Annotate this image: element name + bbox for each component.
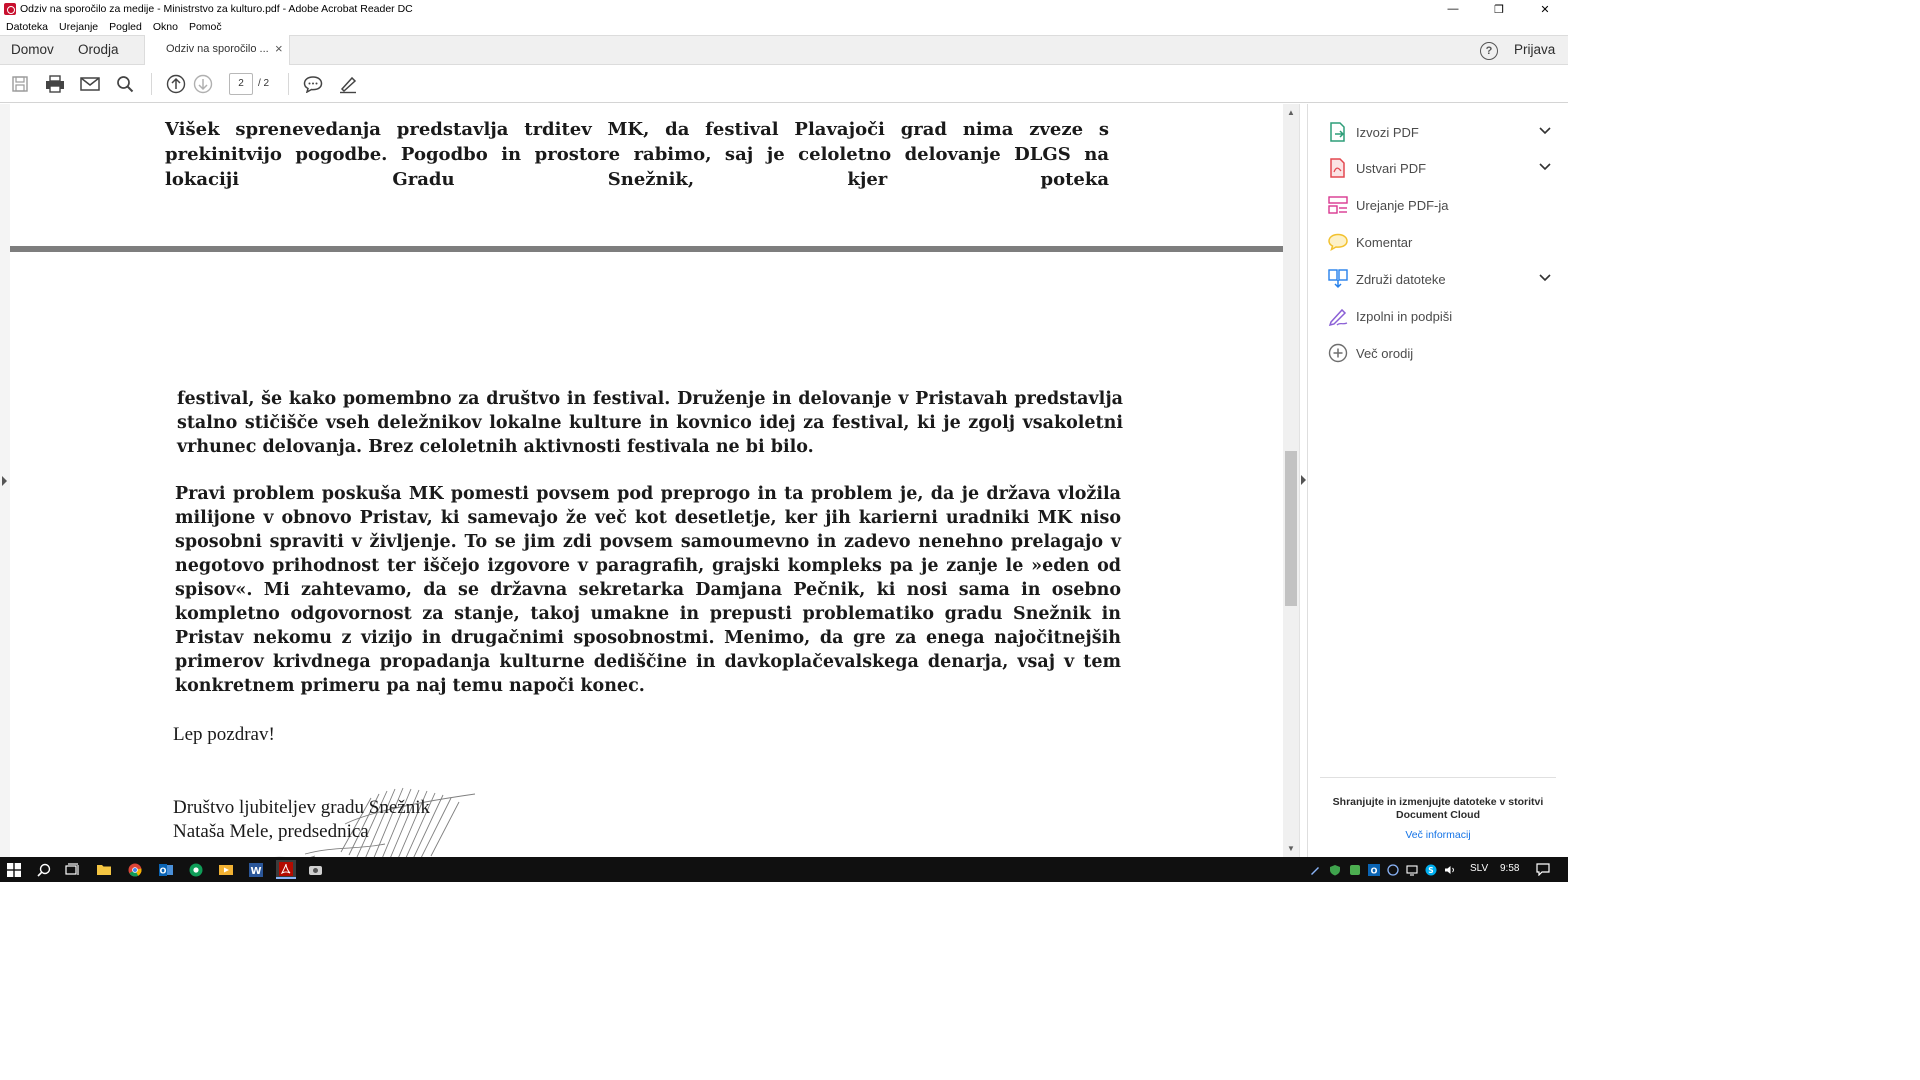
- search-icon[interactable]: [115, 74, 135, 94]
- windows-start-icon[interactable]: [4, 860, 24, 879]
- next-page-icon[interactable]: [193, 74, 213, 94]
- expand-left-icon[interactable]: [2, 476, 7, 486]
- page2-paragraph-2: Pravi problem poskuša MK pomesti povsem pod preprogo in ta problem je, da je država vložila milijone v obnovo Pristav, ki samevajo že več kot desetletje, ker jih karierni uradniki MK niso sposobni spraviti v življenje. To se jim zdi povsem samoumevno in zadevo nenehno prelagajo v negotovo prihodnost ter iščejo izgovore v paragrafih, grajski kompleks pa je zanje le »eden od spisov«. Mi zahtevamo, da se državna sekretarka Damjana Pečnik, ki nosi sama in osebno kompletno odgovornost za stanje, takoj umakne in prepusti problematiko gradu Snežnik in Pristav nekomu z vizijo in drugačnimi sposobnostmi. Menimo, da gre za enega najočitnejših primerov krivdnega propadanja kulturne dediščine in davkoplačevalskega denarja, vsaj v tem konkretnem primeru pa naj temu napoči konec.: [175, 484, 1121, 696]
- notification-center-icon[interactable]: [1533, 860, 1553, 879]
- tools-pane: [1307, 104, 1568, 857]
- acrobat-taskbar-icon[interactable]: [276, 860, 296, 879]
- document-cloud-promo: Shranjujte in izmenjujte datoteke v storitvi Document Cloud: [1332, 796, 1544, 821]
- svg-text:S: S: [1428, 865, 1434, 875]
- page-number-input[interactable]: 2: [229, 73, 253, 95]
- tool-combine-files[interactable]: [1328, 268, 1558, 290]
- tool-label: Izvozi PDF: [1356, 124, 1419, 140]
- menu-edit[interactable]: Urejanje: [59, 20, 99, 33]
- create-pdf-icon: [1328, 158, 1348, 178]
- page1-paragraph: Višek sprenevedanja predstavlja trditev MK, da festival Plavajoči grad nima zveze s prekinitvijo pogodbe. Pogodbo in prostore rabimo, saj je celoletno delovanje DLGS na lokaciji Gradu Snežnik, kjer poteka: [165, 119, 1109, 190]
- signin-button[interactable]: Prijava: [1514, 42, 1556, 57]
- export-pdf-icon: [1328, 122, 1348, 142]
- close-window-button[interactable]: ✕: [1540, 3, 1550, 16]
- svg-text:O: O: [159, 866, 167, 875]
- tool-label: Ustvari PDF: [1356, 160, 1427, 176]
- tray-cloud-icon[interactable]: [1386, 860, 1400, 879]
- close-tab-icon[interactable]: ×: [275, 41, 283, 56]
- tray-network-icon[interactable]: [1405, 860, 1419, 879]
- menu-window[interactable]: Okno: [152, 20, 178, 33]
- help-icon[interactable]: ?: [1480, 42, 1498, 60]
- acrobat-app-icon: [4, 3, 16, 15]
- menu-help[interactable]: Pomoč: [188, 20, 222, 33]
- minimize-button[interactable]: —: [1447, 3, 1459, 15]
- combine-files-icon: [1328, 269, 1348, 289]
- svg-text:W: W: [250, 865, 262, 877]
- window-title: Odziv na sporočilo za medije - Ministrstvo za kulturo.pdf - Adobe Acrobat Reader DC: [20, 3, 413, 15]
- signature-person: Nataša Mele, predsednica: [173, 821, 369, 842]
- file-explorer-icon[interactable]: [94, 860, 114, 879]
- more-info-link[interactable]: Več informacij: [1405, 829, 1471, 841]
- tool-edit-pdf[interactable]: [1328, 194, 1558, 216]
- tool-export-pdf[interactable]: [1328, 121, 1558, 143]
- tool-create-pdf[interactable]: [1328, 157, 1558, 179]
- left-pane-toggle[interactable]: [0, 104, 10, 857]
- document-viewer[interactable]: [0, 104, 1299, 857]
- tool-comment[interactable]: [1328, 231, 1558, 253]
- svg-text:O: O: [1370, 866, 1378, 875]
- toolbar-divider: [288, 73, 289, 95]
- app-icon[interactable]: [306, 860, 326, 879]
- taskbar-search-icon[interactable]: [34, 860, 54, 879]
- restore-button[interactable]: ❐: [1494, 3, 1504, 16]
- tab-tools[interactable]: Orodja: [78, 42, 119, 57]
- chevron-down-icon[interactable]: [1538, 160, 1552, 174]
- page2-paragraph-1: festival, še kako pomembno za društvo in festival. Druženje in delovanje v Pristavah predstavlja stalno stičišče vseh deležnikov lokalne kulture in kovnico idej za festival, ki je zgolj vsakoletni vrhunec delovanja. Brez celoletnih aktivnosti festivala ne bi bilo.: [177, 389, 1123, 457]
- menu-view[interactable]: Pogled: [109, 20, 142, 33]
- comment-tool-icon[interactable]: [303, 74, 323, 94]
- scroll-down-icon[interactable]: ▼: [1287, 844, 1295, 853]
- tab-document[interactable]: [144, 35, 290, 66]
- tray-app-icon[interactable]: [1348, 860, 1362, 879]
- tool-label: Komentar: [1356, 234, 1413, 250]
- media-app-icon[interactable]: [216, 860, 236, 879]
- menu-file[interactable]: Datoteka: [6, 20, 49, 33]
- greeting: Lep pozdrav!: [173, 724, 275, 745]
- scroll-thumb[interactable]: [1285, 451, 1297, 606]
- print-icon[interactable]: [45, 74, 65, 94]
- comment-icon: [1328, 232, 1348, 252]
- tray-shield-icon[interactable]: [1328, 860, 1342, 879]
- tray-pen-icon[interactable]: [1308, 860, 1322, 879]
- fill-sign-icon: [1328, 306, 1348, 326]
- taskbar-clock[interactable]: 9:58: [1500, 863, 1520, 874]
- previous-page-icon[interactable]: [166, 74, 186, 94]
- toolbar: [0, 65, 1568, 103]
- tab-document-label: Odziv na sporočilo ...: [166, 43, 269, 55]
- email-icon[interactable]: [80, 74, 100, 94]
- chrome-app-icon[interactable]: [186, 860, 206, 879]
- chevron-down-icon[interactable]: [1538, 271, 1552, 285]
- edit-pdf-icon: [1328, 195, 1348, 215]
- windows-taskbar: [0, 857, 1568, 882]
- tray-outlook-icon[interactable]: [1367, 860, 1381, 879]
- tool-label: Združi datoteke: [1356, 271, 1446, 287]
- task-view-icon[interactable]: [63, 860, 83, 879]
- window-controls: [1430, 0, 1568, 18]
- right-pane-toggle[interactable]: [1299, 104, 1307, 857]
- tray-volume-icon[interactable]: [1443, 860, 1457, 879]
- page-total: / 2: [258, 78, 270, 89]
- pane-divider: [1320, 777, 1556, 778]
- page-separator: [10, 246, 1283, 252]
- collapse-right-icon[interactable]: [1301, 475, 1306, 485]
- tray-skype-icon[interactable]: [1424, 860, 1438, 879]
- input-language[interactable]: SLV: [1470, 863, 1489, 874]
- toolbar-divider: [151, 73, 152, 95]
- tool-fill-sign[interactable]: [1328, 305, 1558, 327]
- tool-label: Več orodij: [1356, 345, 1414, 361]
- tab-home[interactable]: Domov: [11, 42, 54, 57]
- tool-more-tools[interactable]: [1328, 342, 1558, 364]
- vertical-scrollbar[interactable]: [1283, 104, 1299, 857]
- chevron-down-icon[interactable]: [1538, 124, 1552, 138]
- outlook-icon[interactable]: [156, 860, 176, 879]
- chrome-icon[interactable]: [125, 860, 145, 879]
- signature-organization: Društvo ljubiteljev gradu Snežnik: [173, 797, 430, 818]
- tool-label: Izpolni in podpiši: [1356, 308, 1453, 324]
- tool-label: Urejanje PDF-ja: [1356, 197, 1449, 213]
- menu-bar: [0, 18, 1568, 35]
- more-tools-icon: [1328, 343, 1348, 363]
- highlight-pen-icon[interactable]: [338, 74, 358, 94]
- title-bar: [0, 0, 1568, 18]
- save-icon[interactable]: [10, 74, 30, 94]
- scroll-up-icon[interactable]: ▲: [1287, 108, 1295, 117]
- word-icon[interactable]: [246, 860, 266, 879]
- tab-bar: [0, 35, 1568, 65]
